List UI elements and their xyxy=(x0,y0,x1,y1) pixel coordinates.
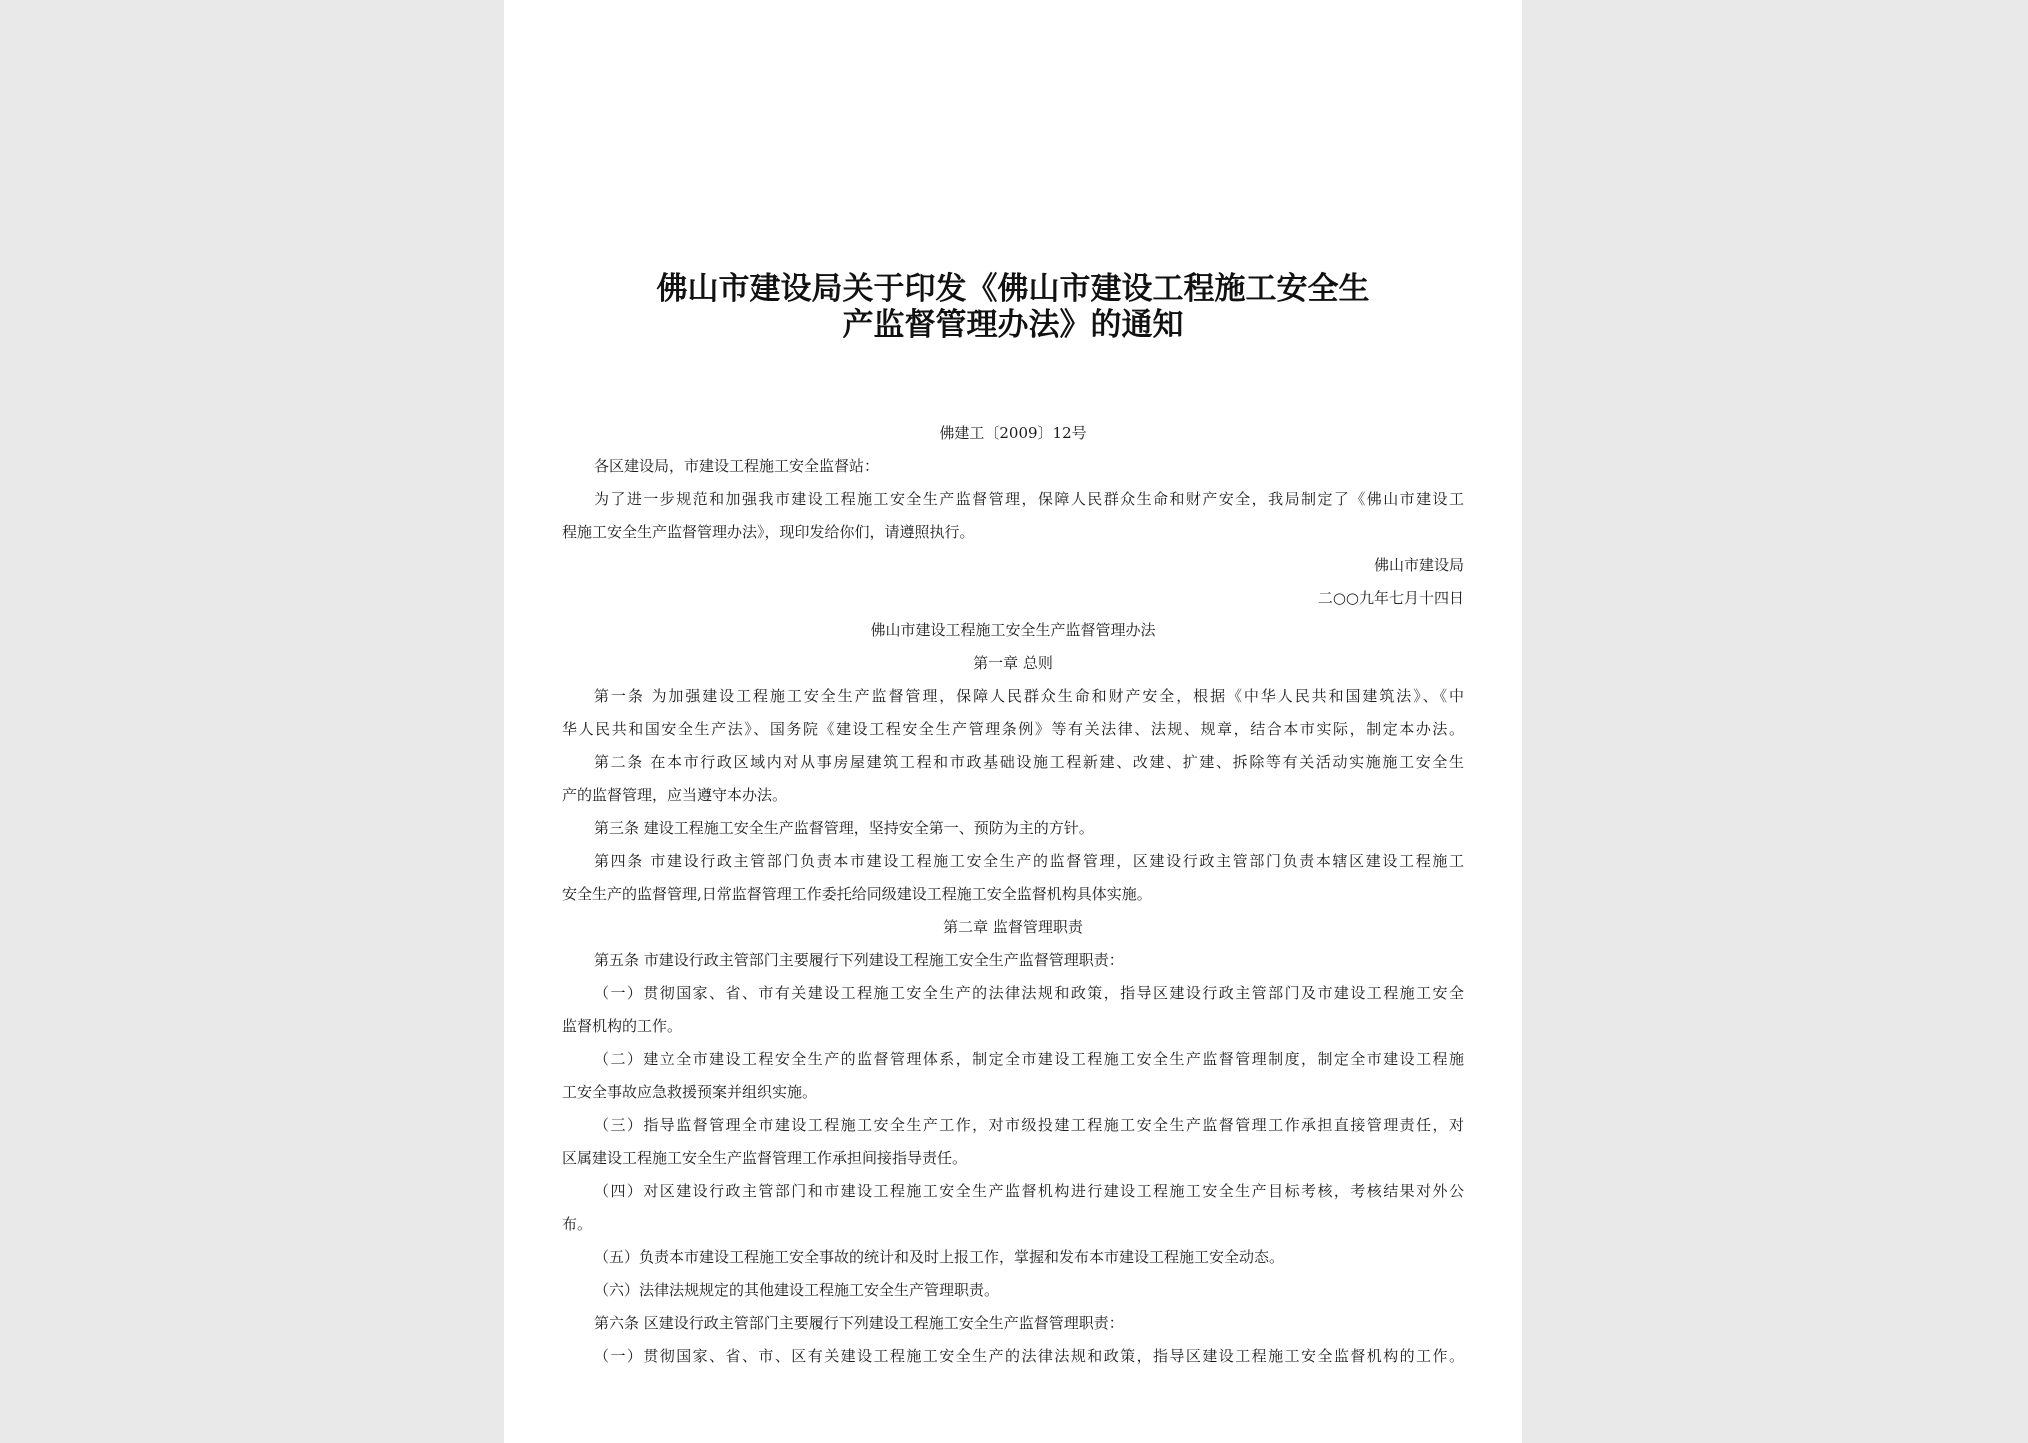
intro-line-1: 为了进一步规范和加强我市建设工程施工安全生产监督管理，保障人民群众生命和财产安全，我局制定了《佛山市建设工 xyxy=(594,490,1464,508)
article-5-item-4-line-1: （四）对区建设行政主管部门和市建设工程施工安全生产监督机构进行建设工程施工安全生产目标考核，考核结果对外公 xyxy=(594,1182,1464,1200)
document-number: 佛建工〔2009〕12号 xyxy=(939,424,1087,442)
article-2-line-1: 第二条 在本市行政区域内对从事房屋建筑工程和市政基础设施工程新建、改建、扩建、拆除等有关活动实施施工安全生 xyxy=(594,753,1464,771)
article-6-item-1: （一）贯彻国家、省、市、区有关建设工程施工安全生产的法律法规和政策，指导区建设工程施工安全监督机构的工作。 xyxy=(594,1347,1464,1365)
article-4-line-2: 安全生产的监督管理,日常监督管理工作委托给同级建设工程施工安全监督机构具体实施。 xyxy=(562,885,1152,903)
chapter-heading-2: 第二章 监督管理职责 xyxy=(943,918,1083,936)
article-5-item-5: （五）负责本市建设工程施工安全事故的统计和及时上报工作，掌握和发布本市建设工程施工安全动态。 xyxy=(594,1248,1285,1266)
article-5: 第五条 市建设行政主管部门主要履行下列建设工程施工安全生产监督管理职责： xyxy=(594,951,1124,969)
article-6: 第六条 区建设行政主管部门主要履行下列建设工程施工安全生产监督管理职责： xyxy=(594,1314,1124,1332)
article-4-line-1: 第四条 市建设行政主管部门负责本市建设工程施工安全生产的监督管理，区建设行政主管部门负责本辖区建设工程施工 xyxy=(594,852,1464,870)
article-5-item-3-line-1: （三）指导监督管理全市建设工程施工安全生产工作，对市级投建工程施工安全生产监督管理工作承担直接管理责任，对 xyxy=(594,1116,1464,1134)
article-5-item-1-line-2: 监督机构的工作。 xyxy=(562,1017,683,1035)
article-5-item-1-line-1: （一）贯彻国家、省、市有关建设工程施工安全生产的法律法规和政策，指导区建设行政主管部门及市建设工程施工安全 xyxy=(594,984,1464,1002)
article-5-item-4-line-2: 布。 xyxy=(562,1215,593,1233)
regulation-title: 佛山市建设工程施工安全生产监督管理办法 xyxy=(870,621,1156,639)
article-2-line-2: 产的监督管理，应当遵守本办法。 xyxy=(562,786,788,804)
intro-line-2: 程施工安全生产监督管理办法》，现印发给你们，请遵照执行。 xyxy=(562,523,975,541)
chapter-heading-1: 第一章 总则 xyxy=(973,654,1053,672)
document-title-line-1: 佛山市建设局关于印发《佛山市建设工程施工安全生 xyxy=(656,271,1370,307)
document-title-line-2: 产监督管理办法》的通知 xyxy=(842,307,1184,343)
article-1-line-1: 第一条 为加强建设工程施工安全生产监督管理，保障人民群众生命和财产安全，根据《中华人民共和国建筑法》、《中 xyxy=(594,687,1464,705)
addressee: 各区建设局，市建设工程施工安全监督站： xyxy=(594,457,880,475)
article-1-line-2: 华人民共和国安全生产法》、国务院《建设工程安全生产管理条例》等有关法律、法规、规章，结合本市实际，制定本办法。 xyxy=(562,720,1464,738)
issue-date: 二○○九年七月十四日 xyxy=(1317,589,1464,607)
article-5-item-2-line-1: （二）建立全市建设工程安全生产的监督管理体系，制定全市建设工程施工安全生产监督管理制度，制定全市建设工程施 xyxy=(594,1050,1464,1068)
article-5-item-3-line-2: 区属建设工程施工安全生产监督管理工作承担间接指导责任。 xyxy=(562,1149,968,1167)
article-5-item-6: （六）法律法规规定的其他建设工程施工安全生产管理职责。 xyxy=(594,1281,1000,1299)
document-page xyxy=(504,0,1522,1443)
article-5-item-2-line-2: 工安全事故应急救援预案并组织实施。 xyxy=(562,1083,818,1101)
article-3: 第三条 建设工程施工安全生产监督管理，坚持安全第一、预防为主的方针。 xyxy=(594,819,1094,837)
issuer-signature: 佛山市建设局 xyxy=(1373,556,1464,574)
